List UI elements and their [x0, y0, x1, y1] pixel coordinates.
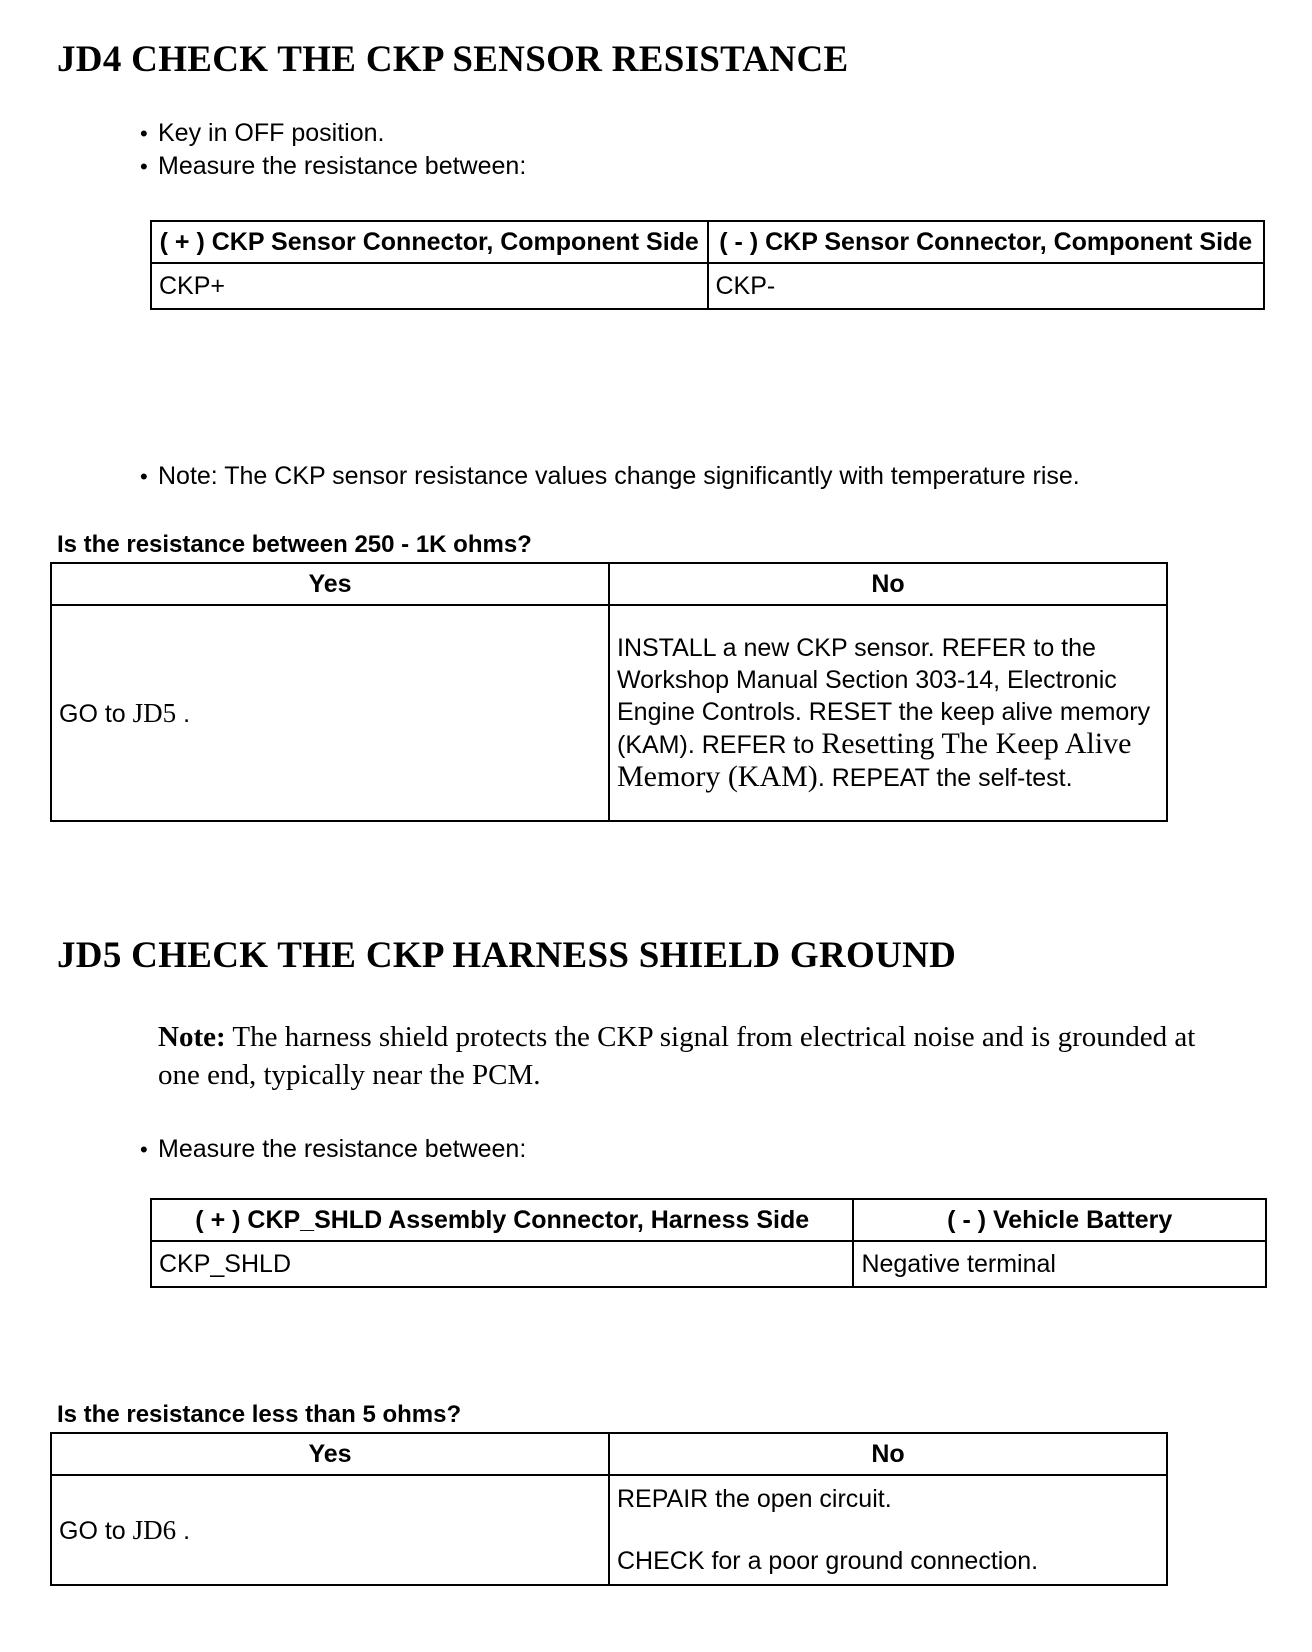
jd4-measure-header-positive: ( + ) CKP Sensor Connector, Component Side	[151, 221, 708, 263]
jd5-note-label: Note:	[158, 1021, 226, 1053]
jd5-measure-table	[150, 1198, 1267, 1288]
jd4-step-measure: • Measure the resistance between:	[140, 150, 526, 183]
jd4-yes-suffix: .	[176, 699, 191, 728]
table-row	[151, 1241, 1266, 1287]
jd5-answer-table	[50, 1432, 1168, 1586]
jd5-measure-header-negative: ( - ) Vehicle Battery	[853, 1199, 1266, 1241]
jd4-no-text: INSTALL a new CKP sensor. REFER to the Workshop Manual Section 303-14, Electronic Engine Controls. RESET the keep alive memory (KAM). REFER to	[617, 634, 1151, 759]
jd4-yes-prefix: GO to	[59, 699, 133, 728]
jd5-measure-cell-negative: Negative terminal	[853, 1241, 1266, 1287]
jd4-question: Is the resistance between 250 - 1K ohms?	[57, 531, 532, 558]
jd5-measure-cell-positive: CKP_SHLD	[151, 1241, 853, 1287]
jd4-measure-table	[150, 220, 1265, 310]
table-row	[51, 605, 1167, 821]
jd5-no-header: No	[609, 1433, 1167, 1475]
jd5-yes-suffix: .	[176, 1516, 191, 1545]
jd5-link[interactable]: JD5	[132, 697, 177, 728]
jd4-no-text-end: . REPEAT the self-test.	[817, 764, 1073, 792]
table-header-row	[151, 1199, 1266, 1241]
jd5-heading: JD5 CHECK THE CKP HARNESS SHIELD GROUND	[57, 935, 957, 976]
jd5-step-measure: • Measure the resistance between:	[140, 1133, 526, 1166]
jd5-note-text: The harness shield protects the CKP signal from electrical noise and is grounded at one end, typically near the PCM.	[158, 1021, 1196, 1091]
jd5-no-repair: REPAIR the open circuit.	[617, 1485, 892, 1513]
jd5-yes-header: Yes	[51, 1433, 609, 1475]
jd4-no-cell	[609, 605, 1167, 821]
jd5-no-check-ground: CHECK for a poor ground connection.	[617, 1547, 1039, 1575]
jd4-answer-table	[50, 562, 1168, 822]
jd4-yes-cell	[51, 605, 609, 821]
jd4-measure-cell-positive: CKP+	[151, 263, 708, 309]
jd4-step-key-off: • Key in OFF position.	[140, 117, 526, 150]
jd5-steps	[140, 1133, 526, 1166]
jd4-yes-header: Yes	[51, 563, 609, 605]
table-row	[51, 1475, 1167, 1585]
jd4-steps	[140, 117, 526, 183]
jd4-measure-header-negative: ( - ) CKP Sensor Connector, Component Side	[708, 221, 1265, 263]
jd4-measure-cell-negative: CKP-	[708, 263, 1265, 309]
jd6-link[interactable]: JD6	[132, 1514, 177, 1545]
table-header-row	[151, 221, 1264, 263]
jd4-no-header: No	[609, 563, 1167, 605]
jd4-heading: JD4 CHECK THE CKP SENSOR RESISTANCE	[57, 39, 849, 80]
table-header-row	[51, 563, 1167, 605]
kam-reset-link[interactable]: Resetting The Keep Alive Memory (KAM)	[617, 727, 1132, 793]
jd5-measure-header-positive: ( + ) CKP_SHLD Assembly Connector, Harness Side	[151, 1199, 853, 1241]
jd5-no-cell	[609, 1475, 1167, 1585]
table-header-row	[51, 1433, 1167, 1475]
jd4-note-list	[140, 460, 1080, 493]
jd5-question: Is the resistance less than 5 ohms?	[57, 1401, 462, 1428]
table-row	[151, 263, 1264, 309]
jd4-note: • Note: The CKP sensor resistance values change significantly with temperature rise.	[140, 460, 1080, 493]
jd5-yes-cell	[51, 1475, 609, 1585]
jd5-yes-prefix: GO to	[59, 1516, 133, 1545]
jd5-note	[158, 1018, 1198, 1094]
